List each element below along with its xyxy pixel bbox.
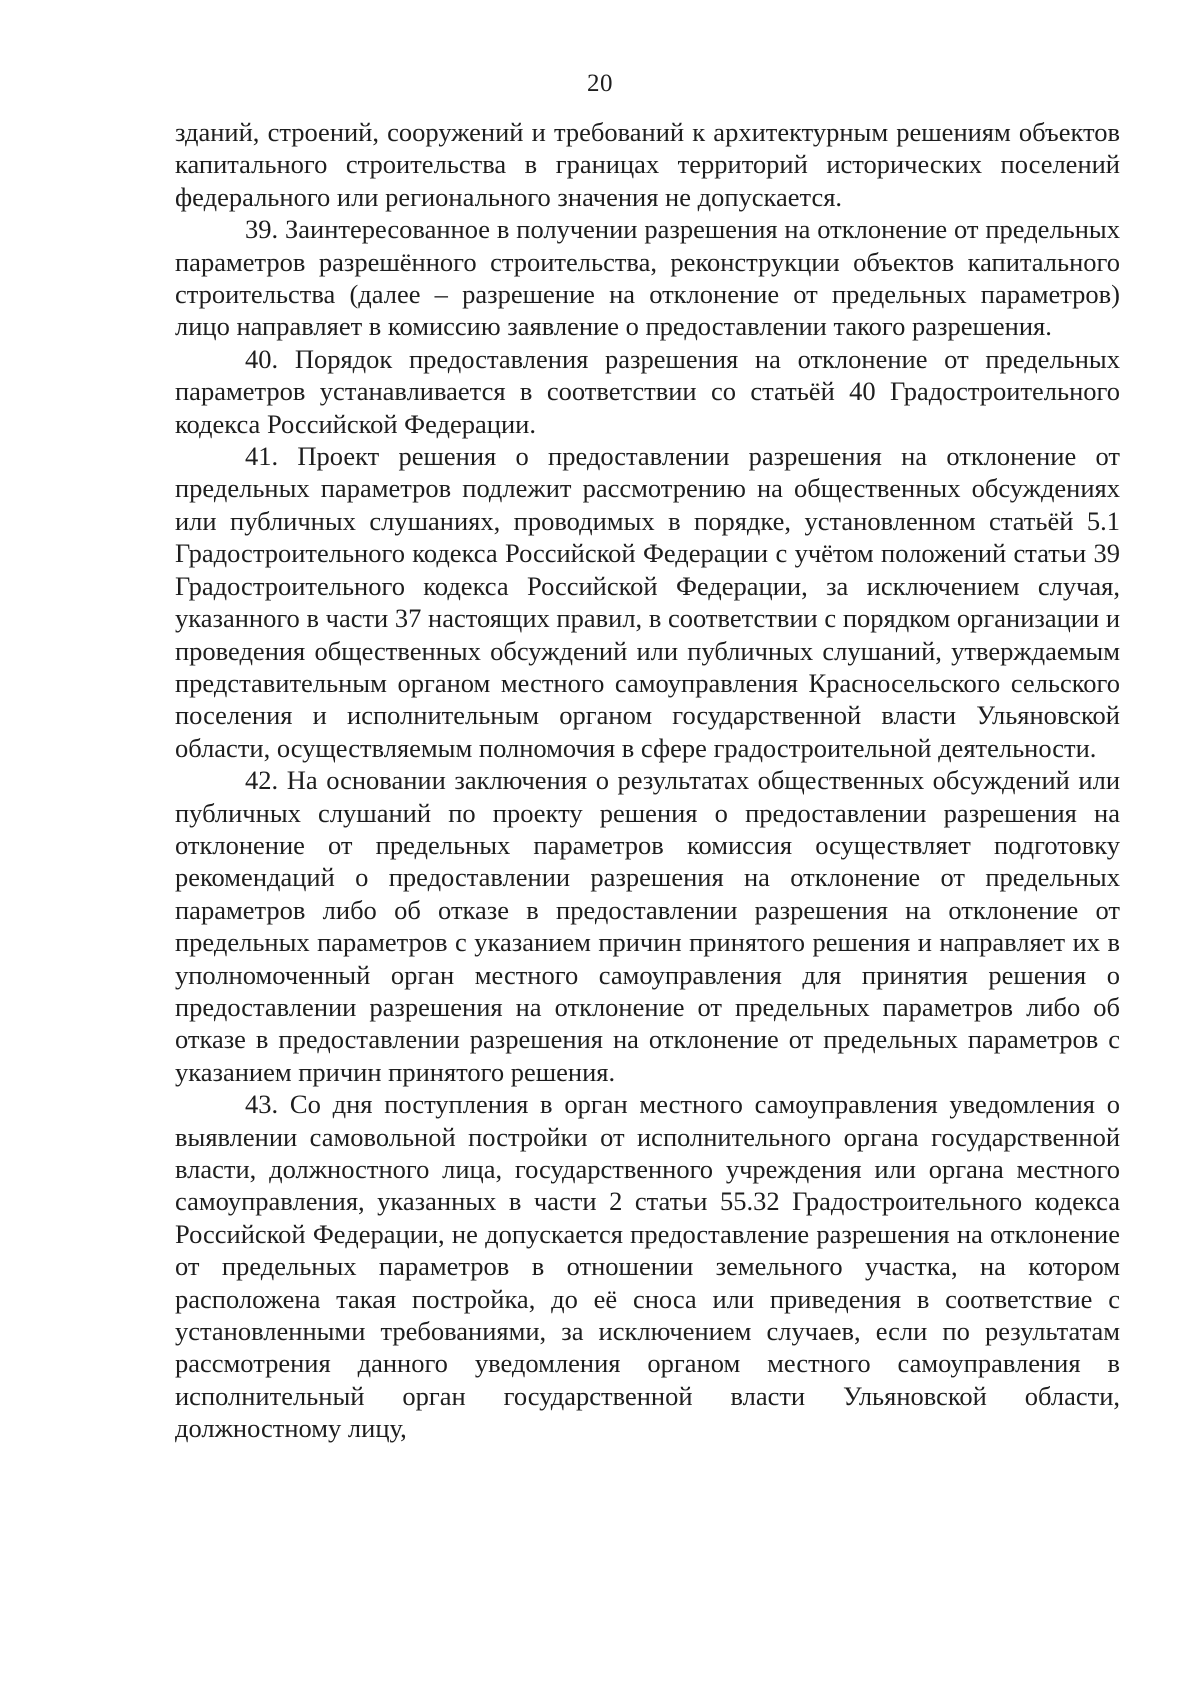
page-number: 20 bbox=[587, 70, 613, 97]
paragraph-40: 40. Порядок предоставления разрешения на отклонение от предельных параметров устанавливается в соответствии со статьёй 40 Градостроительного кодекса Российской Федерации. bbox=[175, 343, 1120, 439]
paragraph-39: 39. Заинтересованное в получении разрешения на отклонение от предельных параметров разрешённого строительства, реконструкции объектов капитального строительства (далее – разрешение на отклонение от предельных параметров) лицо направляет в комиссию заявление о предоставлении такого разрешения. bbox=[175, 214, 1120, 342]
paragraph-41: 41. Проект решения о предоставлении разрешения на отклонение от предельных параметров подлежит рассмотрению на общественных обсуждениях или публичных слушаниях, проводимых в порядке, установленном статьёй 5.1 Градостроительного кодекса Российской Федерации с учётом положений статьи 39 Градостроительного кодекса Российской Федерации, за исключением случая, указанного в части 37 настоящих правил, в соответствии с порядком организации и проведения общественных обсуждений или публичных слушаний, утверждаемым представительным органом местного самоуправления Красносельского сельского поселения и исполнительным органом государственной власти Ульяновской области, осуществляемым полномочия в сфере градостроительной деятельности. bbox=[175, 441, 1120, 763]
paragraph-continuation: зданий, строений, сооружений и требований к архитектурным решениям объектов капитального строительства в границах территорий исторических поселений федерального или регионального значения не допускается. bbox=[175, 117, 1120, 212]
paragraph-43: 43. Со дня поступления в орган местного самоуправления уведомления о выявлении самовольной постройки от исполнительного органа государственной власти, должностного лица, государственного учреждения или органа местного самоуправления, указанных в части 2 статьи 55.32 Градостроительного кодекса Российской Федерации, не допускается предоставление разрешения на отклонение от предельных параметров в отношении земельного участка, на котором расположена такая постройка, до её сноса или приведения в соответствие с установленными требованиями, за исключением случаев, если по результатам рассмотрения данного уведомления органом местного самоуправления в исполнительный орган государственной власти Ульяновской области, должностному лицу, bbox=[175, 1089, 1120, 1444]
document-body bbox=[175, 116, 1120, 1445]
paragraph-42: 42. На основании заключения о результатах общественных обсуждений или публичных слушаний по проекту решения о предоставлении разрешения на отклонение от предельных параметров комиссия осуществляет подготовку рекомендаций о предоставлении разрешения на отклонение от предельных параметров либо об отказе в предоставлении разрешения на отклонение от предельных параметров с указанием причин принятого решения и направляет их в уполномоченный орган местного самоуправления для принятия решения о предоставлении разрешения на отклонение от предельных параметров либо об отказе в предоставлении разрешения на отклонение от предельных параметров с указанием причин принятого решения. bbox=[175, 765, 1120, 1087]
